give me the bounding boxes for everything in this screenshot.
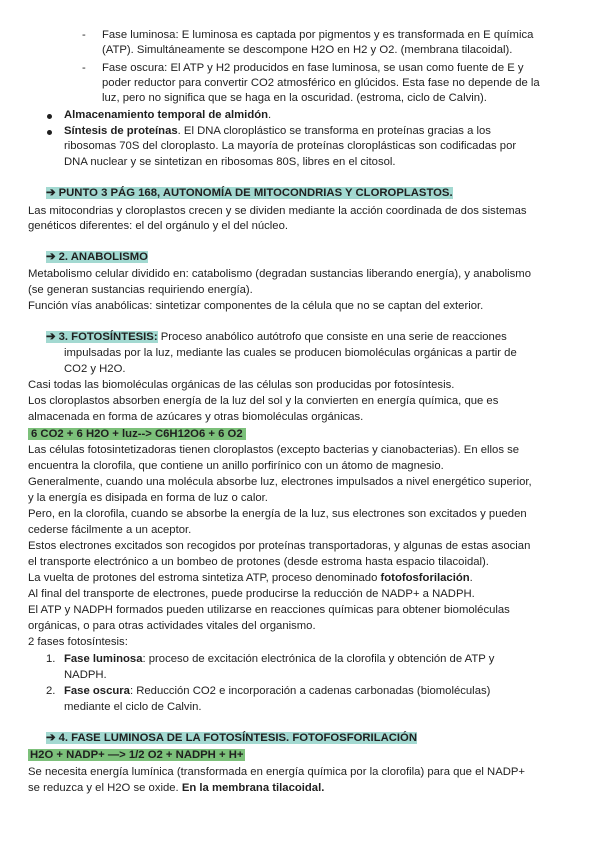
paragraph-line: Las mitocondrias y cloroplastos crecen y se dividen mediante la acción coordinada de dos sistemas [28,205,527,217]
fase-oscura-line: Fase oscura: El ATP y H2 producidos en fase luminosa, se usan como fuente de E y [102,62,524,74]
bullet-dot [47,130,52,135]
equation-photosynthesis [28,427,246,442]
dash-marker: - [82,29,86,41]
equation-text: 6 CO2 + 6 H2O + luz--> C6H12O6 + 6 O2 [28,428,246,440]
arrow-icon: ➔ [46,187,56,199]
heading-anabolismo [46,250,148,265]
heading-text: PUNTO 3 PÁG 168, AUTONOMÍA DE MITOCONDRIAS Y CLOROPLASTOS. [58,187,453,199]
dash-marker: - [82,62,86,74]
phase-bold: Fase oscura [64,685,130,697]
fase-oscura-line: poder reductor para convertir CO2 atmosférico en glúcidos. Esta fase no depende de la [102,77,540,89]
bullet-rest: . [268,109,272,121]
heading-highlight [46,732,417,744]
paragraph-line: Casi todas las biomoléculas orgánicas de las células son producidas por fotosíntesis. [28,379,455,391]
text-fragment: La vuelta de protones del estroma sintetiza ATP, proceso denominado [28,572,381,584]
heading-text: 3. FOTOSÍNTESIS: [58,331,158,343]
paragraph-line: genéticos diferentes: el del orgánulo y el del núcleo. [28,220,288,232]
phase-line: mediante el ciclo de Calvin. [64,701,202,713]
heading-punto3 [46,186,453,201]
heading-highlight [46,251,148,263]
phase-oscura [64,684,490,699]
paragraph-line: Los cloroplastos absorben energía de la luz del sol y la convierten en energía química, que es [28,395,499,407]
heading-fase-luminosa [46,731,417,746]
phase-luminosa [64,652,494,667]
paragraph-line: almacenada en forma de azúcares y otras biomoléculas orgánicas. [28,411,364,423]
paragraph-line: Pero, en la clorofila, cuando se absorbe la energía de la luz, sus electrones son excitados y pueden [28,508,527,520]
bullet-dot [47,114,52,119]
bullet-rest: . El DNA cloroplástico se transforma en proteínas gracias a los [177,125,491,137]
paragraph-line: Se necesita energía lumínica (transformada en energía química por la clorofila) para que el NADP+ [28,766,526,778]
paragraph-line: el transporte electrónico a un bombeo de protones (desde estroma hasta espacio tilacoidal). [28,556,489,568]
paragraph-line: El ATP y NADPH formados pueden utilizarse en reacciones químicas para obtener biomoléculas [28,604,510,616]
paragraph-line: Metabolismo celular dividido en: catabolismo (degradan sustancias liberando energía), y anabolismo [28,268,531,280]
paragraph-line: orgánicas, o para otras actividades vitales del organismo. [28,620,316,632]
equation-text: H2O + NADP+ —> 1/2 O2 + NADPH + H+ [30,749,244,761]
heading-text: 4. FASE LUMINOSA DE LA FOTOSÍNTESIS. FOTOFOSFORILACIÓN [58,732,417,744]
paragraph-line: cederse fácilmente a un aceptor. [28,524,192,536]
heading-highlight [46,187,453,199]
phase-bold: Fase luminosa [64,653,143,665]
paragraph-line: encuentra la clorofila, que contiene un anillo porfirínico con un átomo de magnesio. [28,460,444,472]
arrow-icon: ➔ [46,331,56,343]
heading-text: 2. ANABOLISMO [58,251,148,263]
paragraph-line: Generalmente, cuando una molécula absorbe luz, electrones impulsados a nivel energético superior, [28,476,532,488]
bold-term: En la membrana tilacoidal. [181,782,325,794]
paragraph-line: y la energía es disipada en forma de luz o calor. [28,492,268,504]
phase-rest: : Reducción CO2 e incorporación a cadenas carbonadas (biomoléculas) [129,685,491,697]
phase-line: NADPH. [64,669,107,681]
heading-highlight [46,331,158,343]
paragraph-line: Al final del transporte de electrones, puede producirse la reducción de NADP+ a NADPH. [28,588,475,600]
fase-oscura-line: luz, pero no significa que se haga en la oscuridad. (estroma, ciclo de Calvin). [102,92,487,104]
heading-fotosintesis [46,330,507,345]
text-fragment: . [469,572,473,584]
bullet-almacenamiento [64,108,271,123]
paragraph-fotofosforilacion [28,571,473,586]
equation-fase-luminosa [28,748,245,763]
fase-luminosa-line: Fase luminosa: E luminosa es captada por pigmentos y es transformada en E química [102,29,534,41]
paragraph-membrana [28,781,324,796]
bullet-sintesis [64,124,491,139]
paragraph-line: Estos electrones excitados son recogidos por proteínas transportadoras, y algunas de estas asocian [28,540,531,552]
bullet-bold: Almacenamiento temporal de almidón [64,109,269,121]
list-number: 2. [46,685,56,697]
intro-line: CO2 y H2O. [64,363,126,375]
paragraph-line: (se generan sustancias requiriendo energía). [28,284,253,296]
paragraph-line: Función vías anabólicas: sintetizar componentes de la célula que no se captan del exterior. [28,300,484,312]
bullet-sintesis-line: ribosomas 70S del cloroplasto. La mayoría de proteínas cloroplásticas son codificadas por [64,140,517,152]
phase-rest: : proceso de excitación electrónica de la clorofila y obtención de ATP y [142,653,495,665]
fase-luminosa-line: (ATP). Simultáneamente se descompone H2O en H2 y O2. (membrana tilacoidal). [102,44,513,56]
intro-line: impulsadas por la luz, mediante las cuales se producen biomoléculas orgánicas a partir de [64,347,517,359]
bullet-bold: Síntesis de proteínas [64,125,178,137]
text-fragment: se reduzca y el H2O se oxide. [28,782,182,794]
bullet-sintesis-line: DNA nuclear y se sintetizan en ribosomas 80S, libres en el citosol. [64,156,396,168]
arrow-icon: ➔ [46,251,56,263]
intro-text: Proceso anabólico autótrofo que consiste en una serie de reacciones [157,331,507,343]
paragraph-line: Las células fotosintetizadoras tienen cloroplastos (excepto bacterias y cianobacterias). En ellos se [28,444,520,456]
arrow-icon: ➔ [46,732,56,744]
bold-term: fotofosforilación [380,572,470,584]
list-number: 1. [46,653,56,665]
paragraph-line: 2 fases fotosíntesis: [28,636,128,648]
